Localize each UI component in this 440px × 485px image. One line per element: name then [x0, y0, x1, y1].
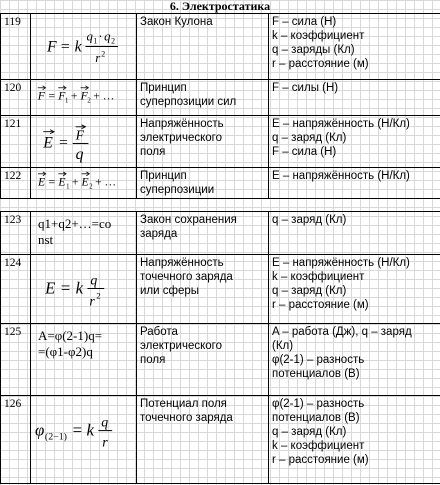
svg-text:F: F — [47, 38, 57, 56]
formula-line: =(φ1-φ2)q — [38, 344, 93, 359]
svg-text:+: + — [71, 175, 79, 189]
legend-line: q – заряды (Кл) — [272, 44, 355, 56]
svg-text:E: E — [58, 175, 66, 189]
svg-text:E: E — [81, 175, 89, 189]
law-name — [137, 80, 269, 116]
row-number: 119 — [1, 14, 31, 80]
law-name-line: Закон Кулона — [140, 16, 213, 28]
formula-table-bottom — [0, 211, 440, 484]
svg-text:k: k — [75, 278, 84, 298]
formula-point-charge-potential-svg — [31, 396, 136, 483]
svg-text:q: q — [75, 146, 84, 164]
legend — [269, 324, 440, 396]
law-name-line: заряда — [140, 228, 178, 240]
svg-text:2: 2 — [111, 36, 116, 46]
law-name-line: точечного заряда — [140, 271, 233, 283]
legend-line: F – силы (Н) — [272, 82, 339, 94]
law-name-line: точечного заряда — [140, 412, 233, 424]
row-number: 125 — [1, 324, 31, 396]
legend — [269, 255, 440, 324]
svg-text:1: 1 — [66, 183, 70, 191]
formula-point-charge-potential — [31, 396, 137, 484]
svg-text:F: F — [58, 89, 66, 103]
legend-line: F – сила (Н) — [272, 16, 337, 28]
legend — [269, 168, 440, 199]
legend-line: q – заряд (Кл) — [272, 132, 347, 144]
svg-text:r: r — [102, 434, 108, 450]
row-number: 122 — [1, 168, 31, 199]
legend-line: r – расстояние (м) — [272, 454, 369, 466]
formula-table-top — [0, 13, 440, 199]
row-number: 124 — [1, 255, 31, 324]
legend-line: E – напряжённость (Н/Кл) — [272, 118, 410, 130]
svg-text:2: 2 — [101, 49, 106, 59]
legend-line: r – расстояние (м) — [272, 58, 369, 70]
svg-text:E: E — [38, 175, 46, 189]
law-name-line: Напряжённость — [140, 118, 224, 130]
formula-force-superposition — [31, 80, 137, 116]
formula-line: nst — [38, 232, 54, 247]
row-number: 123 — [1, 212, 31, 255]
legend-line: k – коэффициент — [272, 271, 365, 283]
row-number: 121 — [1, 116, 31, 168]
formula-point-charge-field-svg — [31, 255, 136, 323]
legend-line: потенциалов (В) — [272, 368, 360, 380]
formula-text — [34, 213, 133, 251]
legend-line: E – напряжённость (Н/Кл) — [272, 257, 410, 269]
table-row — [1, 255, 440, 324]
formula-text — [34, 325, 133, 363]
formula-line: A=φ(2-1)q= — [38, 328, 103, 343]
svg-text:2: 2 — [87, 97, 91, 105]
formula-coulomb — [31, 14, 137, 80]
legend — [269, 14, 440, 80]
law-name — [137, 168, 269, 199]
table-row — [1, 212, 440, 255]
legend-line: q – заряд (Кл) — [272, 214, 347, 226]
svg-text:+: + — [70, 89, 78, 103]
formula-point-charge-field — [31, 255, 137, 324]
svg-text:·: · — [98, 29, 103, 44]
law-name-line: суперпозиции сил — [140, 96, 237, 108]
legend-line: r – расстояние (м) — [272, 299, 369, 311]
law-name-line: поля — [140, 354, 166, 366]
svg-text:E: E — [45, 278, 56, 298]
section-heading: 6. Электростатика — [169, 0, 271, 13]
law-name-line: Принцип — [140, 170, 187, 182]
svg-text:q: q — [104, 29, 111, 44]
law-name — [137, 14, 269, 80]
svg-text:k: k — [86, 420, 94, 440]
legend-line: F – сила (Н) — [272, 146, 337, 158]
legend-line: E – напряжённость (Н/Кл) — [272, 170, 410, 182]
row-number: 126 — [1, 396, 31, 484]
law-name-line: поля — [140, 146, 166, 158]
formula-field-superposition-svg — [31, 168, 136, 198]
svg-text:=: = — [72, 420, 83, 440]
svg-text:2: 2 — [96, 290, 101, 301]
svg-text:=: = — [48, 175, 56, 189]
svg-text:E: E — [43, 134, 53, 152]
svg-text:2: 2 — [89, 183, 93, 191]
svg-text:F: F — [75, 127, 85, 143]
svg-text:=: = — [48, 89, 56, 103]
legend-line: потенциалов (В) — [272, 412, 360, 424]
law-name-line: Принцип — [140, 82, 187, 94]
legend-line: (Кл) — [272, 340, 294, 352]
svg-text:r: r — [89, 293, 95, 309]
svg-text:k: k — [74, 38, 82, 56]
formula-field-work — [31, 324, 137, 396]
law-name-line: Потенциал поля — [140, 398, 227, 410]
legend-line: k – коэффициент — [272, 30, 365, 42]
table-row — [1, 116, 440, 168]
law-name-line: суперпозиции — [140, 184, 215, 196]
svg-text:+ …: + … — [95, 175, 117, 189]
svg-text:q: q — [90, 272, 98, 288]
svg-text:q: q — [101, 414, 109, 430]
law-name — [137, 255, 269, 324]
table-row — [1, 324, 440, 396]
law-name-line: электрического — [140, 132, 222, 144]
legend-line: q – заряд (Кл) — [272, 426, 347, 438]
table-row — [1, 396, 440, 484]
legend-line: φ(2-1) – разность — [272, 354, 365, 366]
legend — [269, 116, 440, 168]
law-name-line: или сферы — [140, 285, 200, 297]
law-name — [137, 212, 269, 255]
law-name-line: электрического — [140, 340, 222, 352]
legend — [269, 396, 440, 484]
formula-charge-conservation — [31, 212, 137, 255]
law-name-line: Напряжённость — [140, 257, 224, 269]
legend-line: q – заряд (Кл) — [272, 285, 347, 297]
svg-text:r: r — [95, 51, 101, 66]
formula-force-superposition-svg — [31, 80, 136, 115]
svg-text:φ: φ — [35, 420, 45, 440]
svg-text:=: = — [58, 134, 68, 152]
table-row — [1, 80, 440, 116]
legend-line: k – коэффициент — [272, 440, 365, 452]
legend-line: φ(2-1) – разность — [272, 398, 365, 410]
law-name — [137, 116, 269, 168]
table-row — [1, 168, 440, 199]
svg-text:(2−1): (2−1) — [44, 431, 67, 443]
law-name-line: Работа — [140, 326, 178, 338]
law-name — [137, 324, 269, 396]
svg-text:F: F — [37, 89, 45, 103]
svg-text:1: 1 — [93, 36, 98, 46]
svg-text:q: q — [86, 29, 93, 44]
formula-field-superposition — [31, 168, 137, 199]
law-name — [137, 396, 269, 484]
formula-field-strength-svg — [31, 116, 136, 167]
svg-text:=: = — [60, 38, 70, 56]
svg-text:=: = — [60, 278, 71, 298]
formula-field-strength — [31, 116, 137, 168]
svg-text:1: 1 — [65, 97, 69, 105]
legend-line: A – работа (Дж), q – заряд — [272, 326, 412, 338]
formula-coulomb-svg — [31, 14, 136, 79]
formula-line: q1+q2+…=co — [38, 216, 112, 231]
law-name-line: Закон сохранения — [140, 214, 237, 226]
legend — [269, 80, 440, 116]
row-number: 120 — [1, 80, 31, 116]
svg-text:+ …: + … — [93, 89, 115, 103]
legend — [269, 212, 440, 255]
svg-text:F: F — [80, 89, 88, 103]
table-row — [1, 14, 440, 80]
